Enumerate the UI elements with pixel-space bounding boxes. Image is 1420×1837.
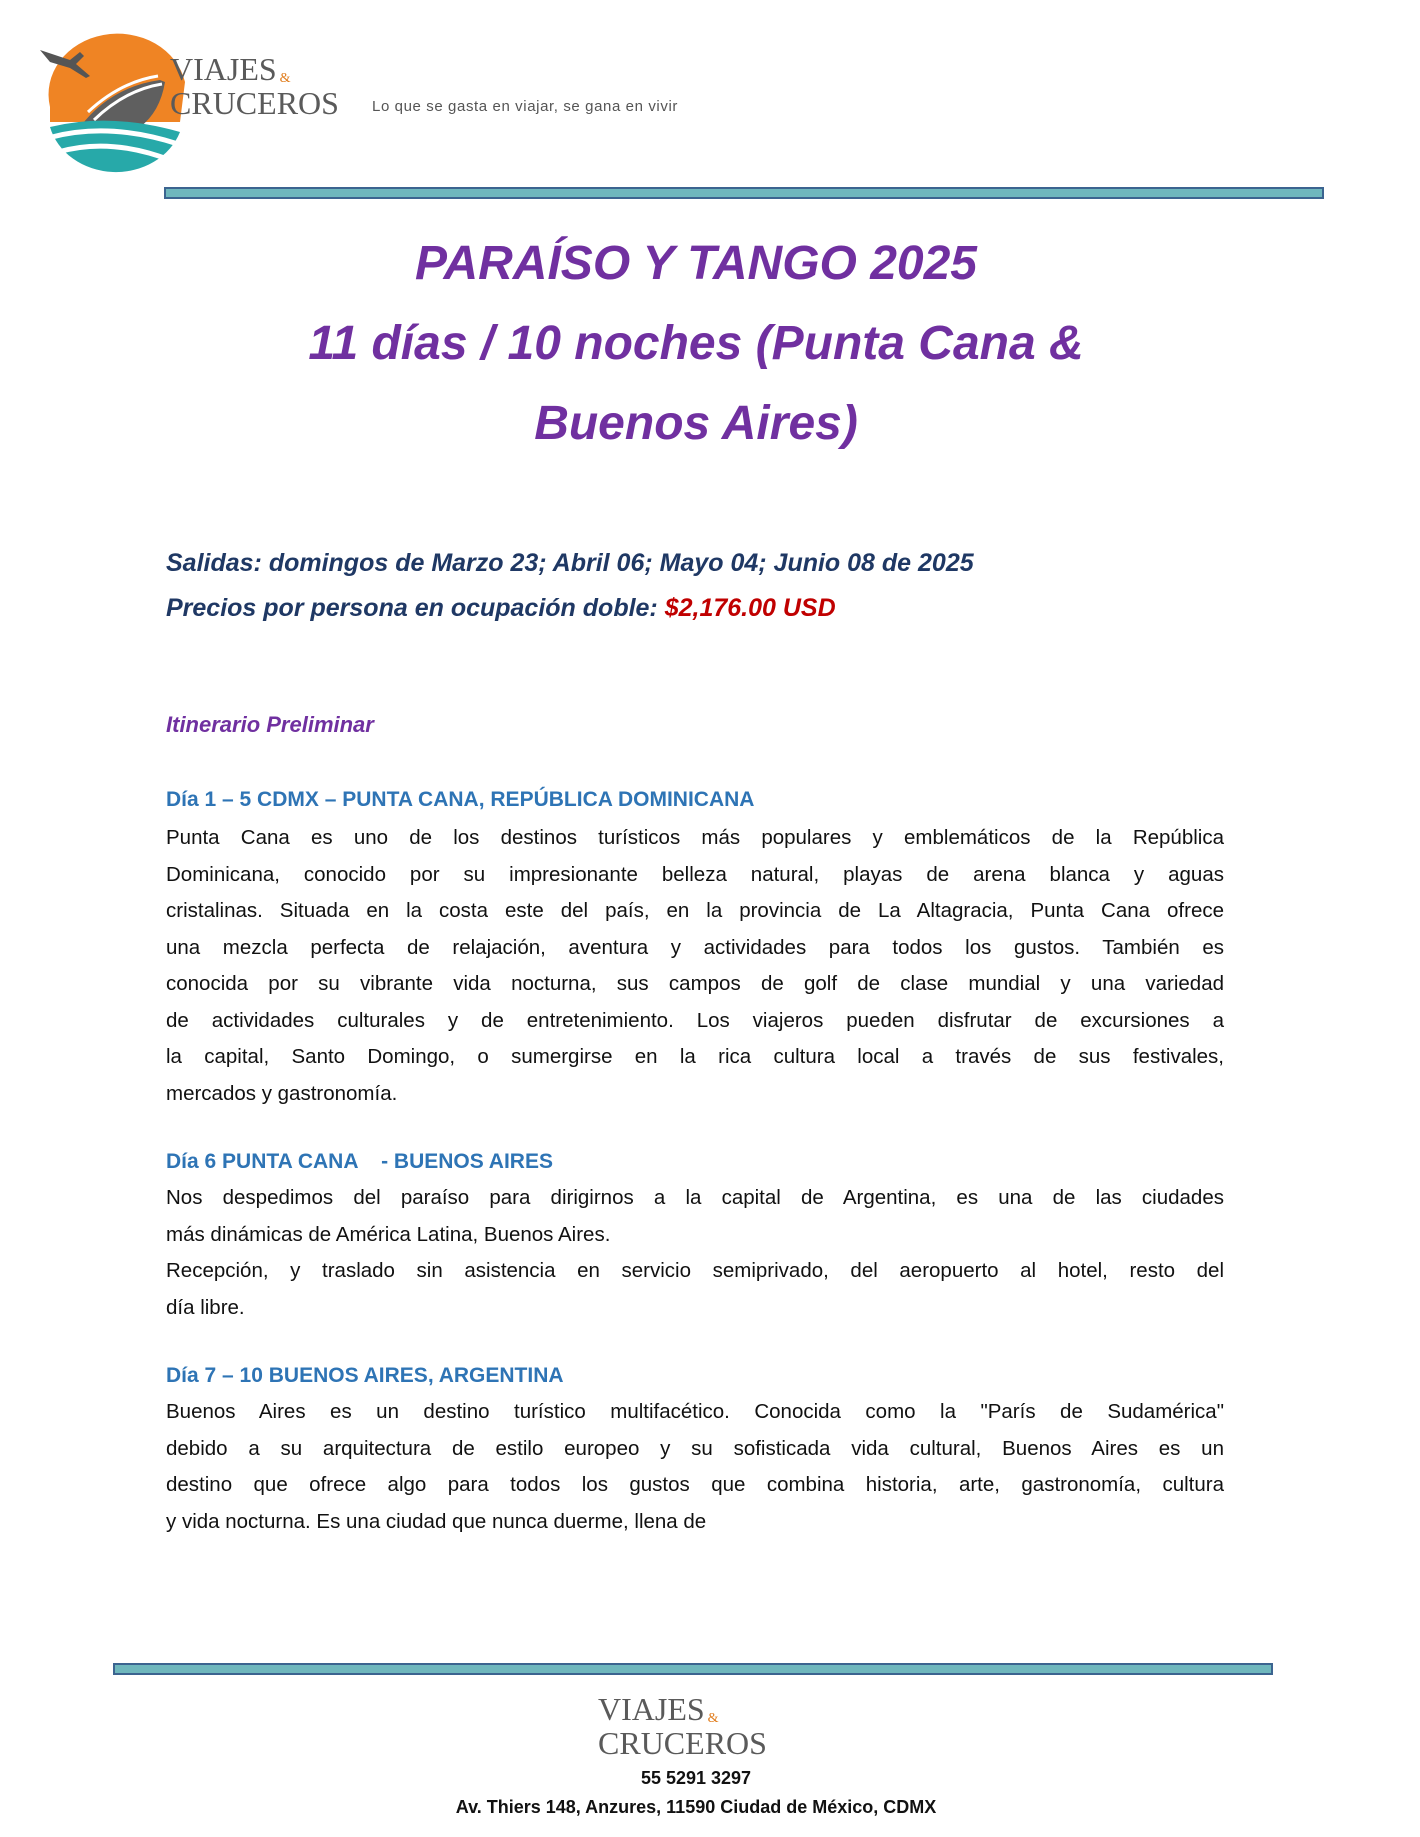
footer-brand-line-2: CRUCEROS xyxy=(598,1725,767,1761)
ship-logo-icon xyxy=(40,32,185,182)
footer-divider xyxy=(113,1663,1273,1675)
footer-brand-row-2 xyxy=(598,1726,767,1760)
text-line: Recepción, y traslado sin asistencia en servicio semiprivado, del aeropuerto al hotel, resto del xyxy=(166,1259,1224,1282)
footer-brand-line-1: VIAJES xyxy=(598,1691,705,1727)
text-line: más dinámicas de América Latina, Buenos Aires. xyxy=(166,1222,611,1246)
text-line: día libre. xyxy=(166,1295,245,1319)
day-heading: Día 7 – 10 BUENOS AIRES, ARGENTINA xyxy=(166,1364,564,1387)
text-line: mercados y gastronomía. xyxy=(166,1081,398,1105)
text-line: conocida por su vibrante vida nocturna, sus campos de golf de clase mundial y una variedad xyxy=(166,972,1224,995)
tour-destinations: Buenos Aires) xyxy=(534,397,858,450)
address: Av. Thiers 148, Anzures, 11590 Ciudad de México, CDMX xyxy=(455,1797,937,1817)
tour-duration: 11 días / 10 noches (Punta Cana & xyxy=(308,317,1084,370)
day-description xyxy=(166,1180,1224,1326)
day-description xyxy=(166,820,1224,1112)
tagline: Lo que se gasta en viajar, se gana en vivir xyxy=(372,98,678,115)
itinerary-heading: Itinerario Preliminar xyxy=(166,712,374,737)
phone-number: 55 5291 3297 xyxy=(640,1768,752,1788)
text-line: cristalinas. Situada en la costa este del país, en la provincia de La Altagracia, Punta Cana ofrece xyxy=(166,899,1224,922)
day-description xyxy=(166,1394,1224,1540)
text-line: Nos despedimos del paraíso para dirigirnos a la capital de Argentina, es una de las ciudades xyxy=(166,1186,1224,1209)
price-label: Precios por persona en ocupación doble: xyxy=(166,594,665,622)
text-line: la capital, Santo Domingo, o sumergirse en la rica cultura local a través de sus festivales, xyxy=(166,1045,1224,1068)
text-line: Punta Cana es uno de los destinos turísticos más populares y emblemáticos de la República xyxy=(166,826,1224,849)
company-logo xyxy=(40,32,185,182)
text-line: destino que ofrece algo para todos los gustos que combina historia, arte, gastronomía, cultura xyxy=(166,1473,1224,1496)
text-line: debido a su arquitectura de estilo europeo y su sofisticada vida cultural, Buenos Aires es un xyxy=(166,1436,1224,1460)
footer-brand-ampersand: & xyxy=(707,1711,719,1726)
text-line: y vida nocturna. Es una ciudad que nunca duerme, llena de xyxy=(166,1509,707,1533)
text-line: una mezcla perfecta de relajación, aventura y actividades para todos los gustos. También es xyxy=(166,935,1224,959)
header-divider xyxy=(164,187,1324,199)
brand-row-1 xyxy=(170,52,339,86)
text-line: Buenos Aires es un destino turístico multifacético. Conocida como la "París de Sudamérica" xyxy=(166,1400,1224,1423)
price-line xyxy=(166,586,836,631)
price-value: $2,176.00 USD xyxy=(664,594,836,622)
text-line: Dominicana, conocido por su impresionante belleza natural, playas de arena blanca y aguas xyxy=(166,862,1224,886)
text-line: de actividades culturales y de entretenimiento. Los viajeros pueden disfrutar de excursiones a xyxy=(166,1008,1224,1032)
day-heading: Día 1 – 5 CDMX – PUNTA CANA, REPÚBLICA DOMINICANA xyxy=(166,788,755,811)
brand-line-1: VIAJES xyxy=(170,51,277,87)
brand-ampersand: & xyxy=(279,71,291,86)
tour-title: PARAÍSO Y TANGO 2025 xyxy=(415,237,977,290)
brand-name xyxy=(170,52,339,120)
day-heading: Día 6 PUNTA CANA - BUENOS AIRES xyxy=(166,1150,553,1173)
footer-brand-name xyxy=(598,1692,767,1760)
brand-line-2: CRUCEROS xyxy=(170,85,339,121)
departure-dates: Salidas: domingos de Marzo 23; Abril 06; Mayo 04; Junio 08 de 2025 xyxy=(166,549,974,577)
brand-row-2 xyxy=(170,86,339,120)
footer-brand-row-1 xyxy=(598,1692,767,1726)
